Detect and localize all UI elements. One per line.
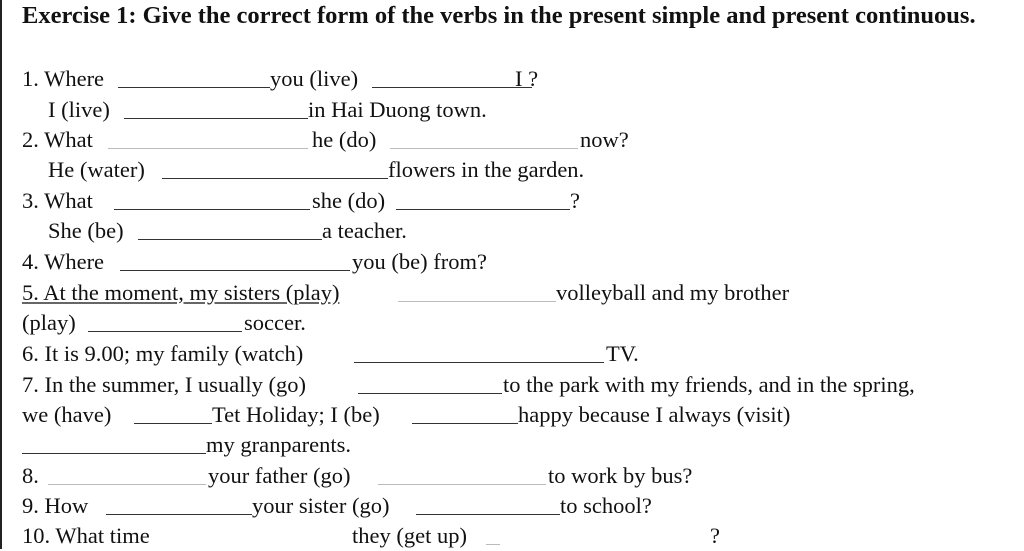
exercise-line-7 xyxy=(0,247,1024,277)
line-text: 10. What time xyxy=(22,523,150,548)
answer-blank[interactable] xyxy=(412,423,518,424)
answer-blank[interactable] xyxy=(22,453,206,454)
exercise-line-11 xyxy=(0,370,1024,400)
answer-blank[interactable] xyxy=(108,148,308,149)
answer-blank[interactable] xyxy=(48,484,206,485)
line-text: volleyball and my brother xyxy=(556,280,790,305)
answer-blank[interactable] xyxy=(354,362,604,363)
line-text: 5. At the moment, my sisters (play) xyxy=(22,280,340,305)
line-text: a teacher. xyxy=(322,218,407,243)
exercise-line-10 xyxy=(0,339,1024,369)
line-text: 8. xyxy=(22,463,39,488)
exercise-line-13 xyxy=(0,430,1024,460)
exercise-line-9 xyxy=(0,308,1024,338)
answer-blank[interactable] xyxy=(138,239,322,240)
answer-blank[interactable] xyxy=(134,423,212,424)
line-text: ? xyxy=(710,523,720,548)
exercise-line-8 xyxy=(0,278,1024,308)
line-text: I (live) xyxy=(48,97,110,122)
line-text: 2. What xyxy=(22,127,93,152)
answer-blank[interactable] xyxy=(486,544,500,545)
exercise-line-15 xyxy=(0,491,1024,521)
line-text: 3. What xyxy=(22,188,93,213)
line-text: 9. How xyxy=(22,493,89,518)
line-text: 1. Where xyxy=(22,66,105,91)
exercise-line-4 xyxy=(0,155,1024,185)
answer-blank[interactable] xyxy=(114,209,310,210)
exercise-line-3 xyxy=(0,125,1024,155)
line-text: 4. Where xyxy=(22,249,105,274)
exercise-line-6 xyxy=(0,216,1024,246)
answer-blank[interactable] xyxy=(358,393,502,394)
answer-blank[interactable] xyxy=(118,87,270,88)
answer-blank[interactable] xyxy=(124,118,308,119)
line-text: you (be) from? xyxy=(352,249,487,274)
line-text: He (water) xyxy=(48,157,145,182)
exercise-line-1 xyxy=(0,64,1024,94)
line-text: happy because I always (visit) xyxy=(518,402,791,427)
answer-blank[interactable] xyxy=(372,87,532,88)
line-text: 6. It is 9.00; my family (watch) xyxy=(22,341,304,366)
line-text: my granparents. xyxy=(206,432,351,457)
line-text: he (do) xyxy=(312,127,377,152)
line-text: 7. In the summer, I usually (go) xyxy=(22,372,307,397)
line-text: you (live) xyxy=(270,66,359,91)
line-text: flowers in the garden. xyxy=(388,157,585,182)
line-text: Tet Holiday; I (be) xyxy=(212,402,380,427)
exercise-line-12 xyxy=(0,400,1024,430)
line-text: your sister (go) xyxy=(252,493,390,518)
answer-blank[interactable] xyxy=(396,209,570,210)
answer-blank[interactable] xyxy=(416,514,560,515)
line-text: to work by bus? xyxy=(548,463,693,488)
line-text: your father (go) xyxy=(208,463,351,488)
line-text: to school? xyxy=(560,493,652,518)
line-text: they (get up) xyxy=(352,523,467,548)
exercise-line-5 xyxy=(0,186,1024,216)
line-text: I ? xyxy=(515,66,539,91)
exercise-title: Exercise 1: Give the correct form of the verbs in the present simple and present continuous. xyxy=(22,2,976,29)
line-text: TV. xyxy=(606,341,639,366)
answer-blank[interactable] xyxy=(88,331,242,332)
line-text: soccer. xyxy=(244,310,306,335)
line-text: (play) xyxy=(22,310,76,335)
line-text: in Hai Duong town. xyxy=(308,97,487,122)
answer-blank[interactable] xyxy=(398,301,556,302)
exercise-line-2 xyxy=(0,95,1024,125)
answer-blank[interactable] xyxy=(378,484,546,485)
answer-blank[interactable] xyxy=(162,178,388,179)
line-text: to the park with my friends, and in the spring, xyxy=(503,372,915,397)
exercise-line-14 xyxy=(0,461,1024,491)
line-text: we (have) xyxy=(22,402,112,427)
answer-blank[interactable] xyxy=(390,148,578,149)
exercise-line-16 xyxy=(0,521,1024,551)
answer-blank[interactable] xyxy=(106,514,252,515)
line-text: she (do) xyxy=(312,188,386,213)
line-text: She (be) xyxy=(48,218,124,243)
line-text: ? xyxy=(570,188,580,213)
answer-blank[interactable] xyxy=(120,270,350,271)
line-text: now? xyxy=(580,127,629,152)
